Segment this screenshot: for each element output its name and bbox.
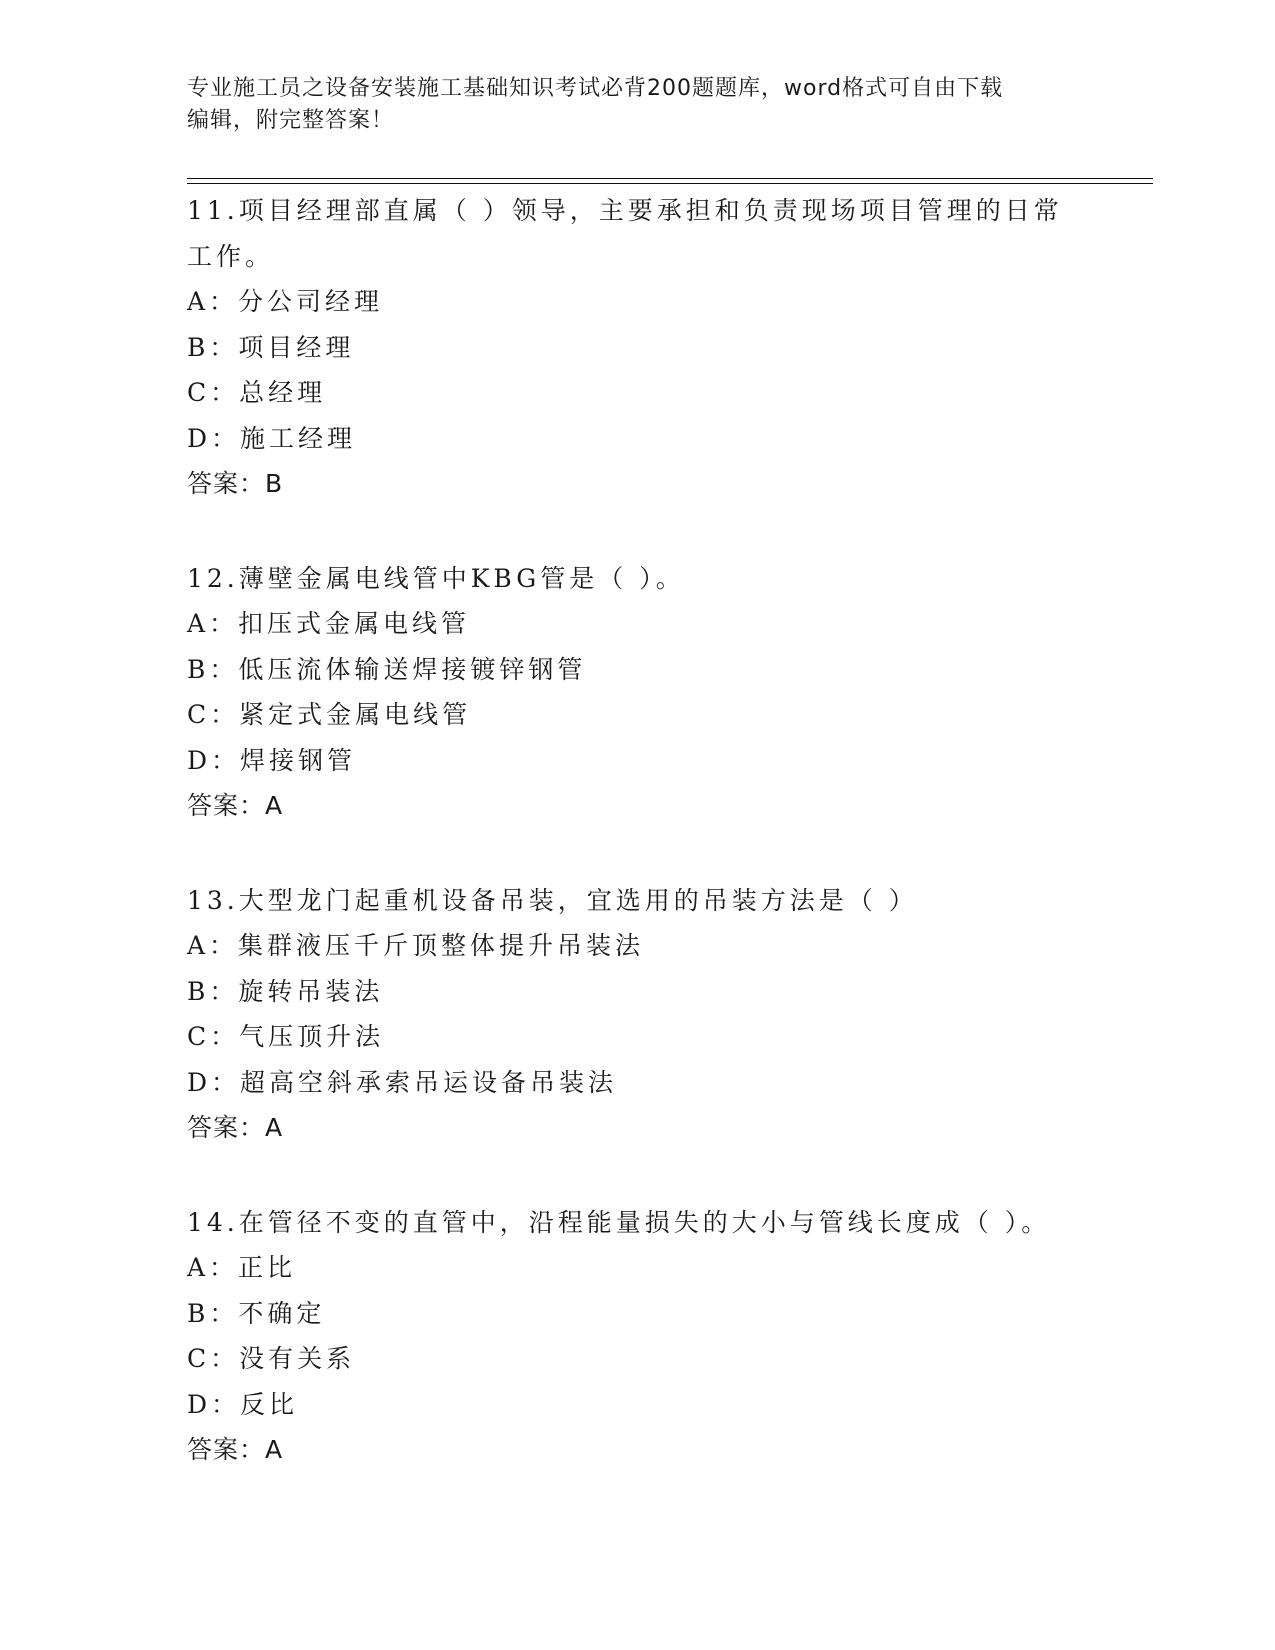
header-line-2: 编辑，附完整答案！ (187, 108, 395, 133)
answer: 答案：A (187, 791, 284, 820)
question-stem: 11.项目经理部直属（ ）领导，主要承担和负责现场项目管理的日常 (187, 196, 1063, 225)
answer: 答案：A (187, 1435, 284, 1464)
option-d: D：焊接钢管 (187, 745, 357, 775)
option-a: A：分公司经理 (187, 287, 384, 316)
question-stem-continued: 工作。 (187, 241, 275, 271)
option-a: A：集群液压千斤顶整体提升吊装法 (187, 931, 645, 960)
question-list (187, 188, 1087, 1522)
header-divider-top (187, 178, 1153, 179)
question-stem: 13.大型龙门起重机设备吊装，宜选用的吊装方法是（ ） (187, 885, 918, 915)
question-11 (187, 188, 1087, 507)
document-header (187, 73, 1067, 137)
option-b: B：项目经理 (187, 332, 355, 362)
answer: 答案：B (187, 469, 284, 498)
option-c: C：总经理 (187, 378, 327, 407)
option-d: D：超高空斜承索吊运设备吊装法 (187, 1067, 618, 1097)
option-c: C：紧定式金属电线管 (187, 700, 472, 729)
option-b: B：旋转吊装法 (187, 976, 384, 1006)
option-d: D：施工经理 (187, 423, 357, 453)
question-stem: 12.薄壁金属电线管中KBG管是（ ）。 (187, 563, 685, 593)
option-b: B：低压流体输送焊接镀锌钢管 (187, 654, 587, 684)
option-d: D：反比 (187, 1389, 299, 1419)
header-divider-bottom (187, 183, 1153, 184)
option-c: C：气压顶升法 (187, 1022, 385, 1051)
question-13 (187, 878, 1087, 1151)
option-a: A：扣压式金属电线管 (187, 609, 471, 638)
header-line-1: 专业施工员之设备安装施工基础知识考试必背200题题库，word格式可自由下载 (187, 76, 1004, 101)
option-a: A：正比 (187, 1253, 297, 1282)
option-c: C：没有关系 (187, 1344, 356, 1373)
answer: 答案：A (187, 1113, 284, 1142)
option-b: B：不确定 (187, 1298, 326, 1328)
question-14 (187, 1200, 1087, 1473)
question-stem: 14.在管径不变的直管中，沿程能量损失的大小与管线长度成（ ）。 (187, 1207, 1051, 1237)
question-12 (187, 556, 1087, 829)
